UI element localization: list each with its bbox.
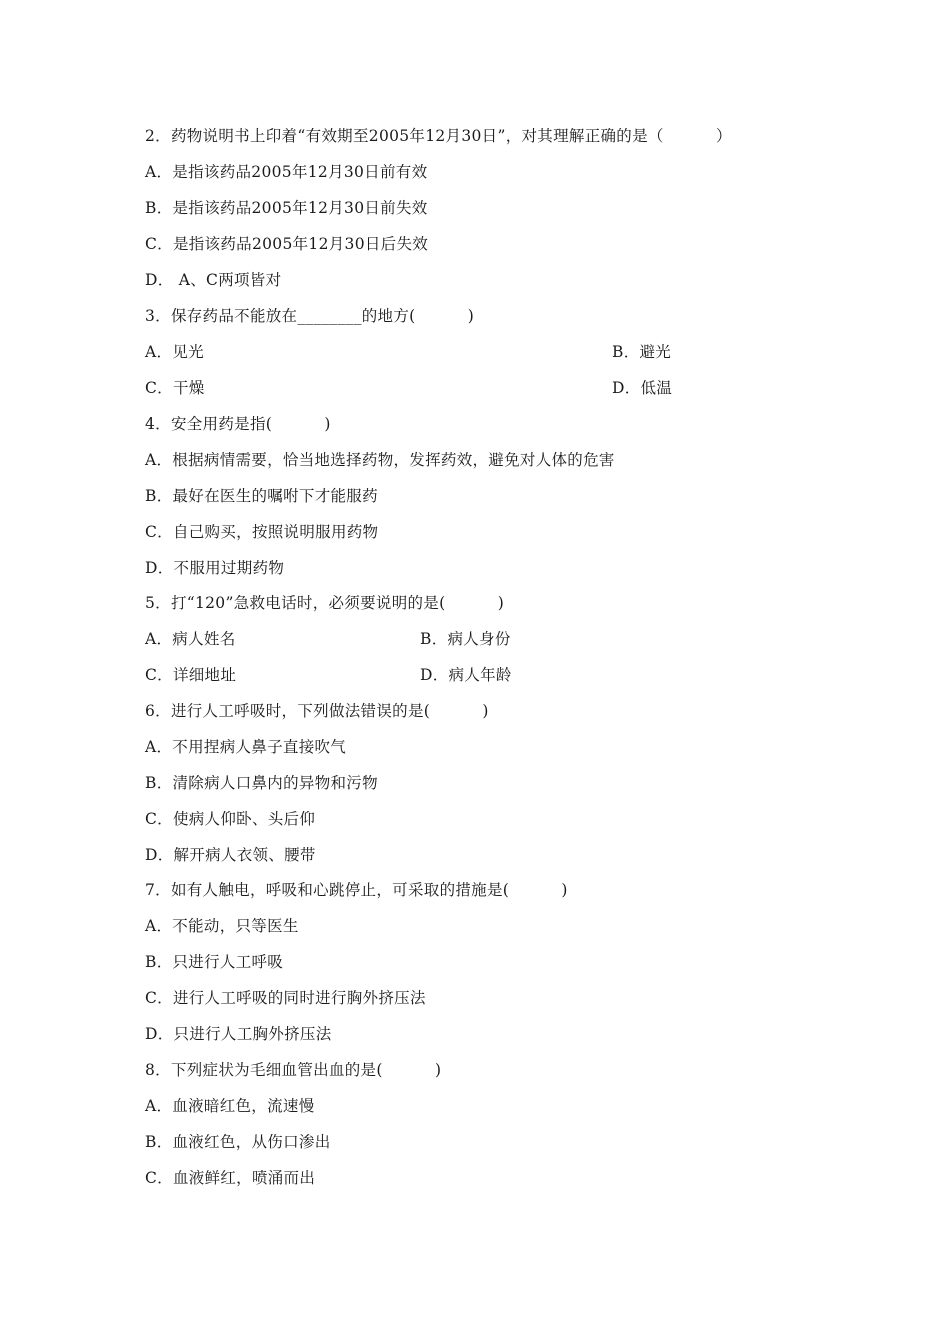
- question-2-option-d: D． A、C两项皆对: [145, 271, 282, 289]
- question-2-option-b: B．是指该药品2005年12月30日前失效: [145, 199, 428, 217]
- question-7-option-c: C．进行人工呼吸的同时进行胸外挤压法: [145, 989, 426, 1007]
- question-4-option-d: D．不服用过期药物: [145, 559, 285, 577]
- question-3-option-b: B．避光: [612, 343, 672, 361]
- question-8-option-b: B．血液红色，从伤口渗出: [145, 1133, 331, 1151]
- question-4-option-c: C．自己购买，按照说明服用药物: [145, 523, 379, 541]
- question-7-option-a: A．不能动，只等医生: [145, 917, 299, 935]
- question-5-option-a: A．病人姓名: [145, 630, 236, 648]
- question-7-option-b: B．只进行人工呼吸: [145, 953, 284, 971]
- question-7-option-d: D．只进行人工胸外挤压法: [145, 1025, 332, 1043]
- question-6-option-c: C．使病人仰卧、头后仰: [145, 810, 316, 828]
- question-2-option-a: A．是指该药品2005年12月30日前有效: [145, 163, 428, 181]
- question-7: 7．如有人触电，呼吸和心跳停止，可采取的措施是( ): [145, 881, 568, 899]
- question-4-option-a: A．根据病情需要，恰当地选择药物，发挥药效，避免对人体的危害: [145, 451, 615, 469]
- question-8: 8．下列症状为毛细血管出血的是( ): [145, 1061, 442, 1079]
- question-8-option-a: A．血液暗红色，流速慢: [145, 1097, 315, 1115]
- question-6-option-d: D．解开病人衣领、腰带: [145, 846, 316, 864]
- question-6: 6．进行人工呼吸时，下列做法错误的是( ): [145, 702, 489, 720]
- question-5-option-d: D．病人年龄: [420, 666, 512, 684]
- question-3-option-a: A．见光: [145, 343, 204, 361]
- question-2: 2．药物说明书上印着“有效期至2005年12月30日”，对其理解正确的是（ ）: [145, 127, 732, 145]
- question-5-option-c: C．详细地址: [145, 666, 237, 684]
- question-2-option-c: C．是指该药品2005年12月30日后失效: [145, 235, 429, 253]
- question-6-option-b: B．清除病人口鼻内的异物和污物: [145, 774, 378, 792]
- question-6-option-a: A．不用捏病人鼻子直接吹气: [145, 738, 347, 756]
- question-3-option-c: C．干燥: [145, 379, 205, 397]
- question-8-option-c: C．血液鲜红，喷涌而出: [145, 1169, 316, 1187]
- question-3-option-d: D．低温: [612, 379, 673, 397]
- question-5-option-b: B．病人身份: [420, 630, 511, 648]
- question-4-option-b: B．最好在医生的嘱咐下才能服药: [145, 487, 378, 505]
- question-4: 4．安全用药是指( ): [145, 415, 331, 433]
- question-5: 5．打“120”急救电话时，必须要说明的是( ): [145, 594, 505, 612]
- question-3: 3．保存药品不能放在________的地方( ): [145, 307, 475, 325]
